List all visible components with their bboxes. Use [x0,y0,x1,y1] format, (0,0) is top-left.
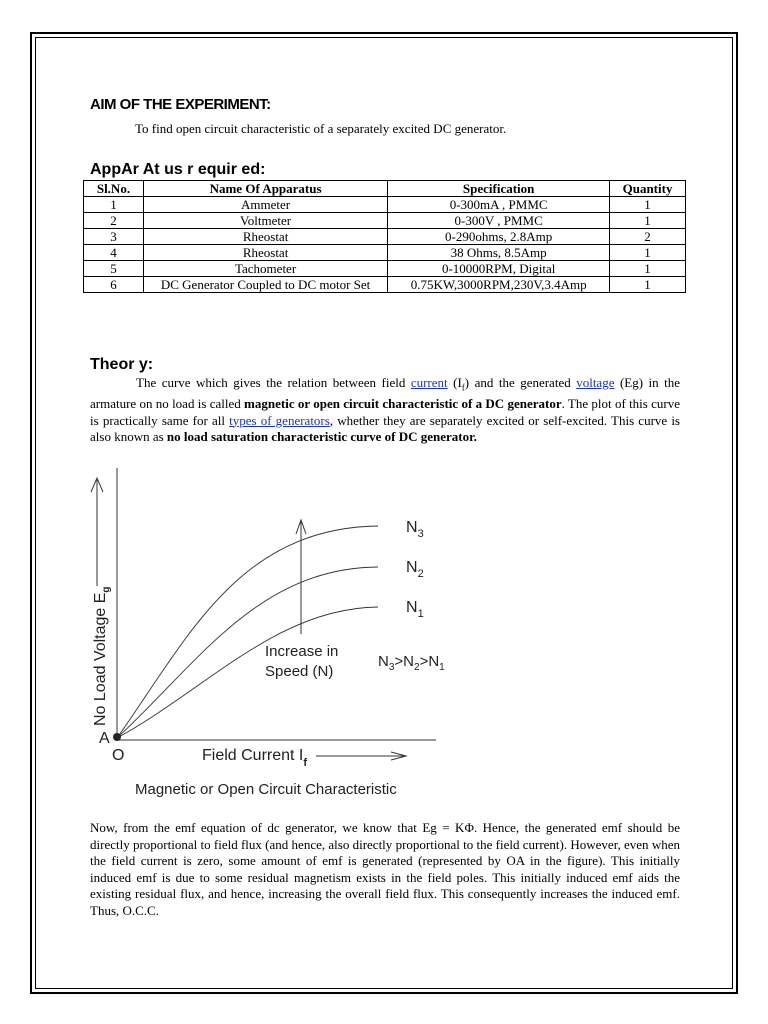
increase-label-line1: Increase in [265,643,339,660]
theory-text: (I [447,375,462,390]
theory-heading: Theor y: [90,356,154,373]
curve-label-n3: $N_3$ [406,519,424,540]
table-cell: 0-10000RPM, Digital [388,261,610,277]
table-cell: 0-300mA , PMMC [388,197,610,213]
table-cell: Rheostat [143,229,387,245]
curve-label-n2: $N_2$ [406,559,424,580]
table-cell: Rheostat [143,245,387,261]
table-cell: 0-290ohms, 2.8Amp [388,229,610,245]
table-cell: 1 [610,261,686,277]
table-cell: 1 [610,213,686,229]
theory-text: ) and the generated [464,375,577,390]
table-cell: 0-300V , PMMC [388,213,610,229]
y-axis-label: No Load Voltage $E_g$ [92,586,112,726]
apparatus-heading: AppAr At us r equir ed: [90,161,266,178]
current-link[interactable]: current [410,375,448,390]
table-cell: 0.75KW,3000RPM,230V,3.4Amp [388,277,610,293]
table-cell: DC Generator Coupled to DC motor Set [143,277,387,293]
table-cell: 1 [610,245,686,261]
table-cell: 1 [610,277,686,293]
theory-bold: magnetic or open circuit characteristic of a DC generator [244,396,562,412]
col-header: Specification [388,181,610,197]
table-row [84,229,686,245]
col-header: Name Of Apparatus [143,181,387,197]
table-row [84,277,686,293]
table-cell: 4 [84,245,144,261]
table-row [84,261,686,277]
table-cell: 5 [84,261,144,277]
table-cell: 6 [84,277,144,293]
aim-text: To find open circuit characteristic of a separately excited DC generator. [135,121,507,136]
table-cell: 2 [610,229,686,245]
theory-paragraph [90,375,680,446]
increase-label-line2: Speed (N) [265,663,334,680]
types-of-generators-link[interactable]: types of generators [229,412,330,428]
table-cell: 38 Ohms, 8.5Amp [388,245,610,261]
table-header-row [84,181,686,197]
table-cell: Voltmeter [143,213,387,229]
subscript-f: f [461,382,465,393]
table-row [84,245,686,261]
curve-n3 [117,526,378,738]
curve-n1 [117,607,378,738]
theory-text: , whether they are separately excited or self-excited. This curve is also known as [90,412,680,445]
table-cell: Ammeter [143,197,387,213]
speed-relation: $N_3>N_2>N_1$ [378,653,445,673]
theory-text: . The plot of this curve is practically same for all [90,396,681,428]
theory-text: The curve which gives the relation between field [136,375,411,390]
point-a-label: A [99,730,110,747]
table-cell: 3 [84,229,144,245]
table-row [84,197,686,213]
table-row [84,213,686,229]
col-header: Sl.No. [84,181,144,197]
bottom-paragraph: Now, from the emf equation of dc generator, we know that Eg = KΦ. Hence, the generated emf should be directly proportional to field flux (and hence, also directly proportional to the field current). However, even when the field current is zero, some amount of emf is generated (represented by OA in the figure). This initially induced emf is due to some residual magnetism exists in the field poles. This initially induced emf aids the existing residual flux, and hence, increasing the overall field flux. This consequently increases the induced emf. Thus, O.C.C. [90,820,680,918]
theory-text: (Eg) in the armature on no load is called [90,375,680,412]
origin-label: O [112,747,125,764]
voltage-link[interactable]: voltage [576,375,615,390]
occ-figure [88,468,448,808]
curve-label-n1: $N_1$ [406,599,424,620]
x-axis-label: Field Current $I_f$ [202,747,308,769]
col-header: Quantity [610,181,686,197]
point-a-marker [113,733,121,741]
aim-heading: AIM OF THE EXPERIMENT: [90,96,271,113]
table-cell: Tachometer [143,261,387,277]
table-cell: 1 [84,197,144,213]
table-cell: 2 [84,213,144,229]
table-cell: 1 [610,197,686,213]
apparatus-table [83,180,686,293]
figure-caption: Magnetic or Open Circuit Characteristic [135,781,397,798]
theory-bold: no load saturation characteristic curve of DC generator. [166,429,477,445]
